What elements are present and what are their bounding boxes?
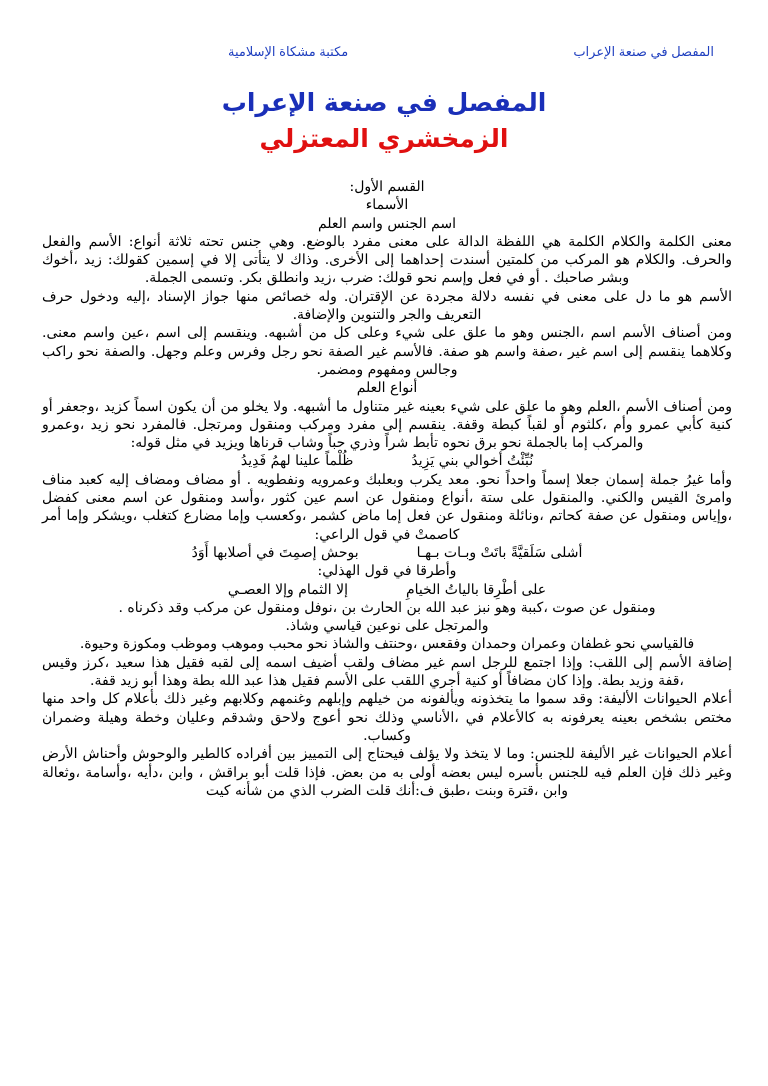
paragraph: وأطرقا في قول الهذلي:	[317, 563, 457, 580]
paragraph: وأما غيرُ جملة إسمان جعلا إسماً واحداً نحو. معد يكرب وبعلبك وعمرويه ونفطويه . أو مضاف ومضاف إليه كعبد مناف وامرئ القيس والكني. والمنقول على ستة ،أنواع ومنقول عن اسم عين كثور ،وأسد ومنقول عن اسم معنى كفضل ،وإياس ومنقول عن صفة كحاتم ،ونائلة ومنقول عن فعل إما ماض كشمر ،وكعسب وإما مضارع كتغلب ،ويشكر وإما أمر كاصمتْ في قول الراعي:	[42, 471, 732, 543]
poetry-verse	[42, 544, 732, 562]
subsection-heading: الأسماء	[365, 197, 409, 214]
paragraph: الأسم هو ما دل على معنى في نفسه دلالة مجردة عن الإقتران. وله خصائص منها جواز الإسناد ،إليه ودخول حرف التعريف والجر والتنوين والإضافة.	[42, 288, 732, 324]
paragraph: أعلام الحيوانات الأليفة: وقد سموا ما يتخذونه ويألفونه من خيلهم وإبلهم وغنمهم وكلابهم وغير ذلك بأعلام كل واحد منها مختص بشخص بعينه يعرفونه به كالأعلام في ،الأناسي وذلك نحو أعوج ولاحق وشدقم وعليان وخطة وهيلة وضمران وكساب.	[42, 691, 732, 744]
paragraph: فالقياسي نحو غطفان وعمران وحمدان وفقعس ،وحنتف والشاذ نحو محبب وموهب وموظب ومكوزة وحيوة.	[79, 636, 695, 653]
poetry-verse	[42, 452, 732, 470]
verse-second-hemistich: ظُلْماً علينا لهمُ فَدِيدُ	[240, 453, 354, 470]
poetry-verse	[42, 581, 732, 599]
author-name: الزمخشري المعتزلي	[259, 124, 509, 153]
document-body	[42, 178, 732, 800]
header-book-title: المفصل في صنعة الإعراب	[573, 44, 714, 59]
verse-second-hemistich: إلا الثمام وإلا العصـي	[227, 581, 348, 598]
paragraph: أعلام الحيوانات غير الأليفة للجنس: وما لا يتخذ ولا يؤلف فيحتاج إلى التمييز بين أفراده كالطير والوحوش وأحناش الأرض وغير ذلك فإن العلم فيه للجنس بأسره ليس بعضه أولى به من بعض. فإذا قلت أبو براقش ، وابن ،دأيه ،وأسامة ،وثعالة وابن ،قترة وبنت ،طبق ف:أنك قلت الضرب الذي من شأنه كيت	[42, 746, 732, 799]
paragraph: ومن أصناف الأسم اسم ،الجنس وهو ما علق على شيء وعلى كل من أشبهه. وينقسم إلى اسم ،عين واسم معنى. وكلاهما ينقسم إلى اسم غير ،صفة واسم هو صفة. فالأسم غير الصفة نحو رجل وفرس وعلم وجهل. والصفة نحو راكب وجالس ومفهوم ومضمر.	[42, 325, 732, 378]
verse-first-hemistich: نُبِّئْتُ أخوالي بني يَزِيدُ	[411, 453, 534, 470]
verse-first-hemistich: على أطْرِقا بالياتُ الخيامِ	[405, 581, 547, 598]
page-title: المفصل في صنعة الإعراب	[221, 88, 547, 117]
heading-proper-noun-types: أنواع العلم	[356, 380, 418, 397]
section-heading: القسم الأول:	[349, 179, 425, 195]
paragraph: ومنقول عن صوت ،كببة وهو نبز عبد الله بن الحارث بن ،نوفل ومنقول عن مركب وقد ذكرناه .	[118, 599, 656, 616]
heading-genus-and-proper-noun: اسم الجنس واسم العلم	[317, 215, 457, 232]
paragraph: إضافة الأسم إلى اللقب: وإذا اجتمع للرجل اسم غير مضاف ولقب أضيف اسمه إلى لقبه فقيل هذا سعيد ،كرز وقيس ،قفة وزيد بطة. وإذا كان مضافاً أو كنية أجري اللقب على الأسم فقيل هذا عبد الله بطة وهذا أبو زيد قفة.	[42, 654, 732, 690]
header-library-name: مكتبة مشكاة الإسلامية	[228, 44, 349, 59]
verse-second-hemistich: بوحش إصمِتَ في أصلابها أَوَدُ	[191, 544, 359, 561]
verse-first-hemistich: أشلى سَلَقيَّةً باتَتْ وبـات بـهـا	[416, 544, 583, 561]
paragraph: معنى الكلمة والكلام الكلمة هي اللفظة الدالة على معنى مفرد بالوضع. وهي جنس تحته ثلاثة أنواع: الأسم والفعل والحرف. والكلام هو المركب من كلمتين أسندت إحداهما إلى الأخرى. وذاك لا يتأتى إلا في إسمين كقولك: زيد ،أخوك وبشر صاحبك . أو في فعل وإسم نحو قولك: ضرب ،زيد وانطلق بكر. وتسمى الجملة.	[42, 233, 732, 287]
paragraph: ومن أصناف الأسم ،العلم وهو ما علق على شيء بعينه غير متناول ما أشبهه. ولا يخلو من أن يكون اسماً كزيد ،وجعفر أو كنية كأبي عمرو وأم ،كلثوم أو لقباً كبطة وقفة. ينقسم إلى مفرد ومركب ومنقول ومرتجل. فالمفرد نحو زيد ،وعمرو والمركب إما بالجملة نحو برق نحوه تأبط شراً وذري حباً وشاب قرناها ويزيد في مثل قوله:	[42, 398, 732, 452]
paragraph: والمرتجل على نوعين قياسي وشاذ.	[285, 618, 489, 635]
